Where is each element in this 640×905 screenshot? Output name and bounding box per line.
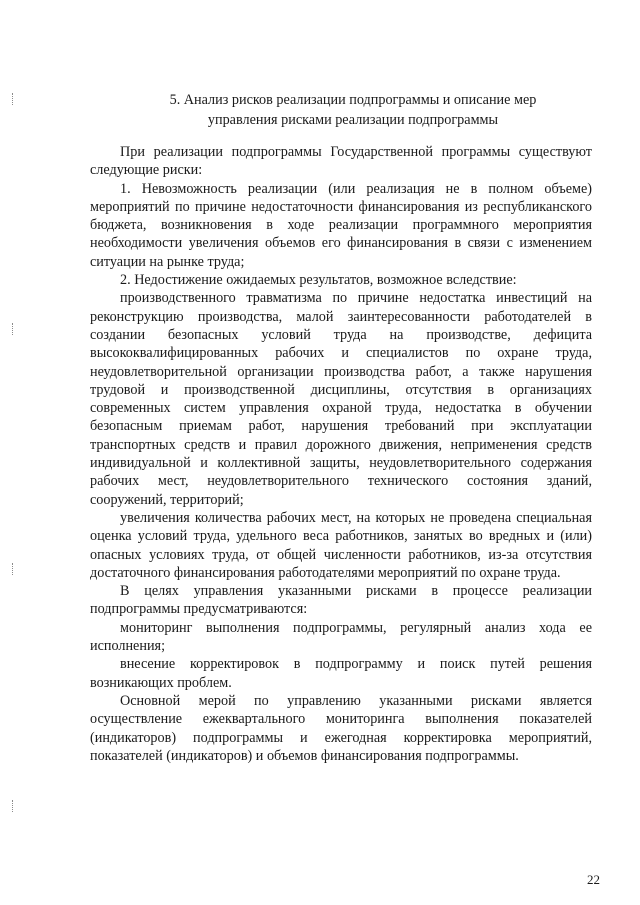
- binding-hole-mark: [12, 323, 15, 335]
- paragraph: При реализации подпрограммы Государственной программы существуют следующие риски:: [90, 144, 592, 179]
- section-heading-line-1: 5. Анализ рисков реализации подпрограммы и описание мер: [169, 92, 537, 108]
- page-number: 22: [587, 872, 600, 887]
- paragraph: Основной мерой по управлению указанными рисками является осуществление ежеквартального мониторинга выполнения показателей (индикаторов) подпрограммы и ежегодная корректировка мероприятий, показателей (индикаторов) и объемов финансирования подпрограммы.: [90, 692, 592, 764]
- section-heading: [118, 90, 588, 130]
- paragraph: 1. Невозможность реализации (или реализация не в полном объеме) мероприятий по причине недостаточности финансирования из республиканского бюджета, возникновения в ходе реализации программного мероприятия необходимости увеличения объемов его финансирования в связи с изменением ситуации на рынке труда;: [90, 180, 592, 270]
- binding-hole-mark: [12, 800, 15, 812]
- paragraph: мониторинг выполнения подпрограммы, регулярный анализ хода ее исполнения;: [90, 619, 592, 655]
- paragraph: внесение корректировок в подпрограмму и поиск путей решения возникающих проблем.: [90, 656, 592, 691]
- paragraph: 2. Недостижение ожидаемых результатов, возможное вследствие:: [120, 272, 517, 289]
- section-heading-line-2: управления рисками реализации подпрограммы: [207, 112, 499, 128]
- paragraph: увеличения количества рабочих мест, на которых не проведена специальная оценка условий труда, удельного веса работников, занятых во вредных и (или) опасных условиях труда, от общей численности работников, из-за отсутствия достаточного финансирования работодателями мероприятий по охране труда.: [90, 509, 592, 581]
- binding-hole-mark: [12, 563, 15, 575]
- paragraph: В целях управления указанными рисками в процессе реализации подпрограммы предусматриваются:: [90, 583, 592, 618]
- binding-hole-mark: [12, 93, 15, 105]
- body-text: [90, 143, 592, 765]
- paragraph: производственного травматизма по причине недостатка инвестиций на реконструкцию производства, малой заинтересованности работодателей в создании безопасных условий труда на производстве, дефицита высококвалифицированных рабочих и специалистов по охране труда, неудовлетворительной организации производства работ, а также нарушения трудовой и производственной дисциплины, отсутствия в организациях современных систем управления охраной труда, недостатка в обучении безопасным приемам работ, нарушения требований при эксплуатации транспортных средств и правил дорожного движения, неприменения средств индивидуальной и коллективной защиты, неудовлетворительного содержания рабочих мест, неудовлетворительного технического состояния зданий, сооружений, территорий;: [90, 290, 592, 508]
